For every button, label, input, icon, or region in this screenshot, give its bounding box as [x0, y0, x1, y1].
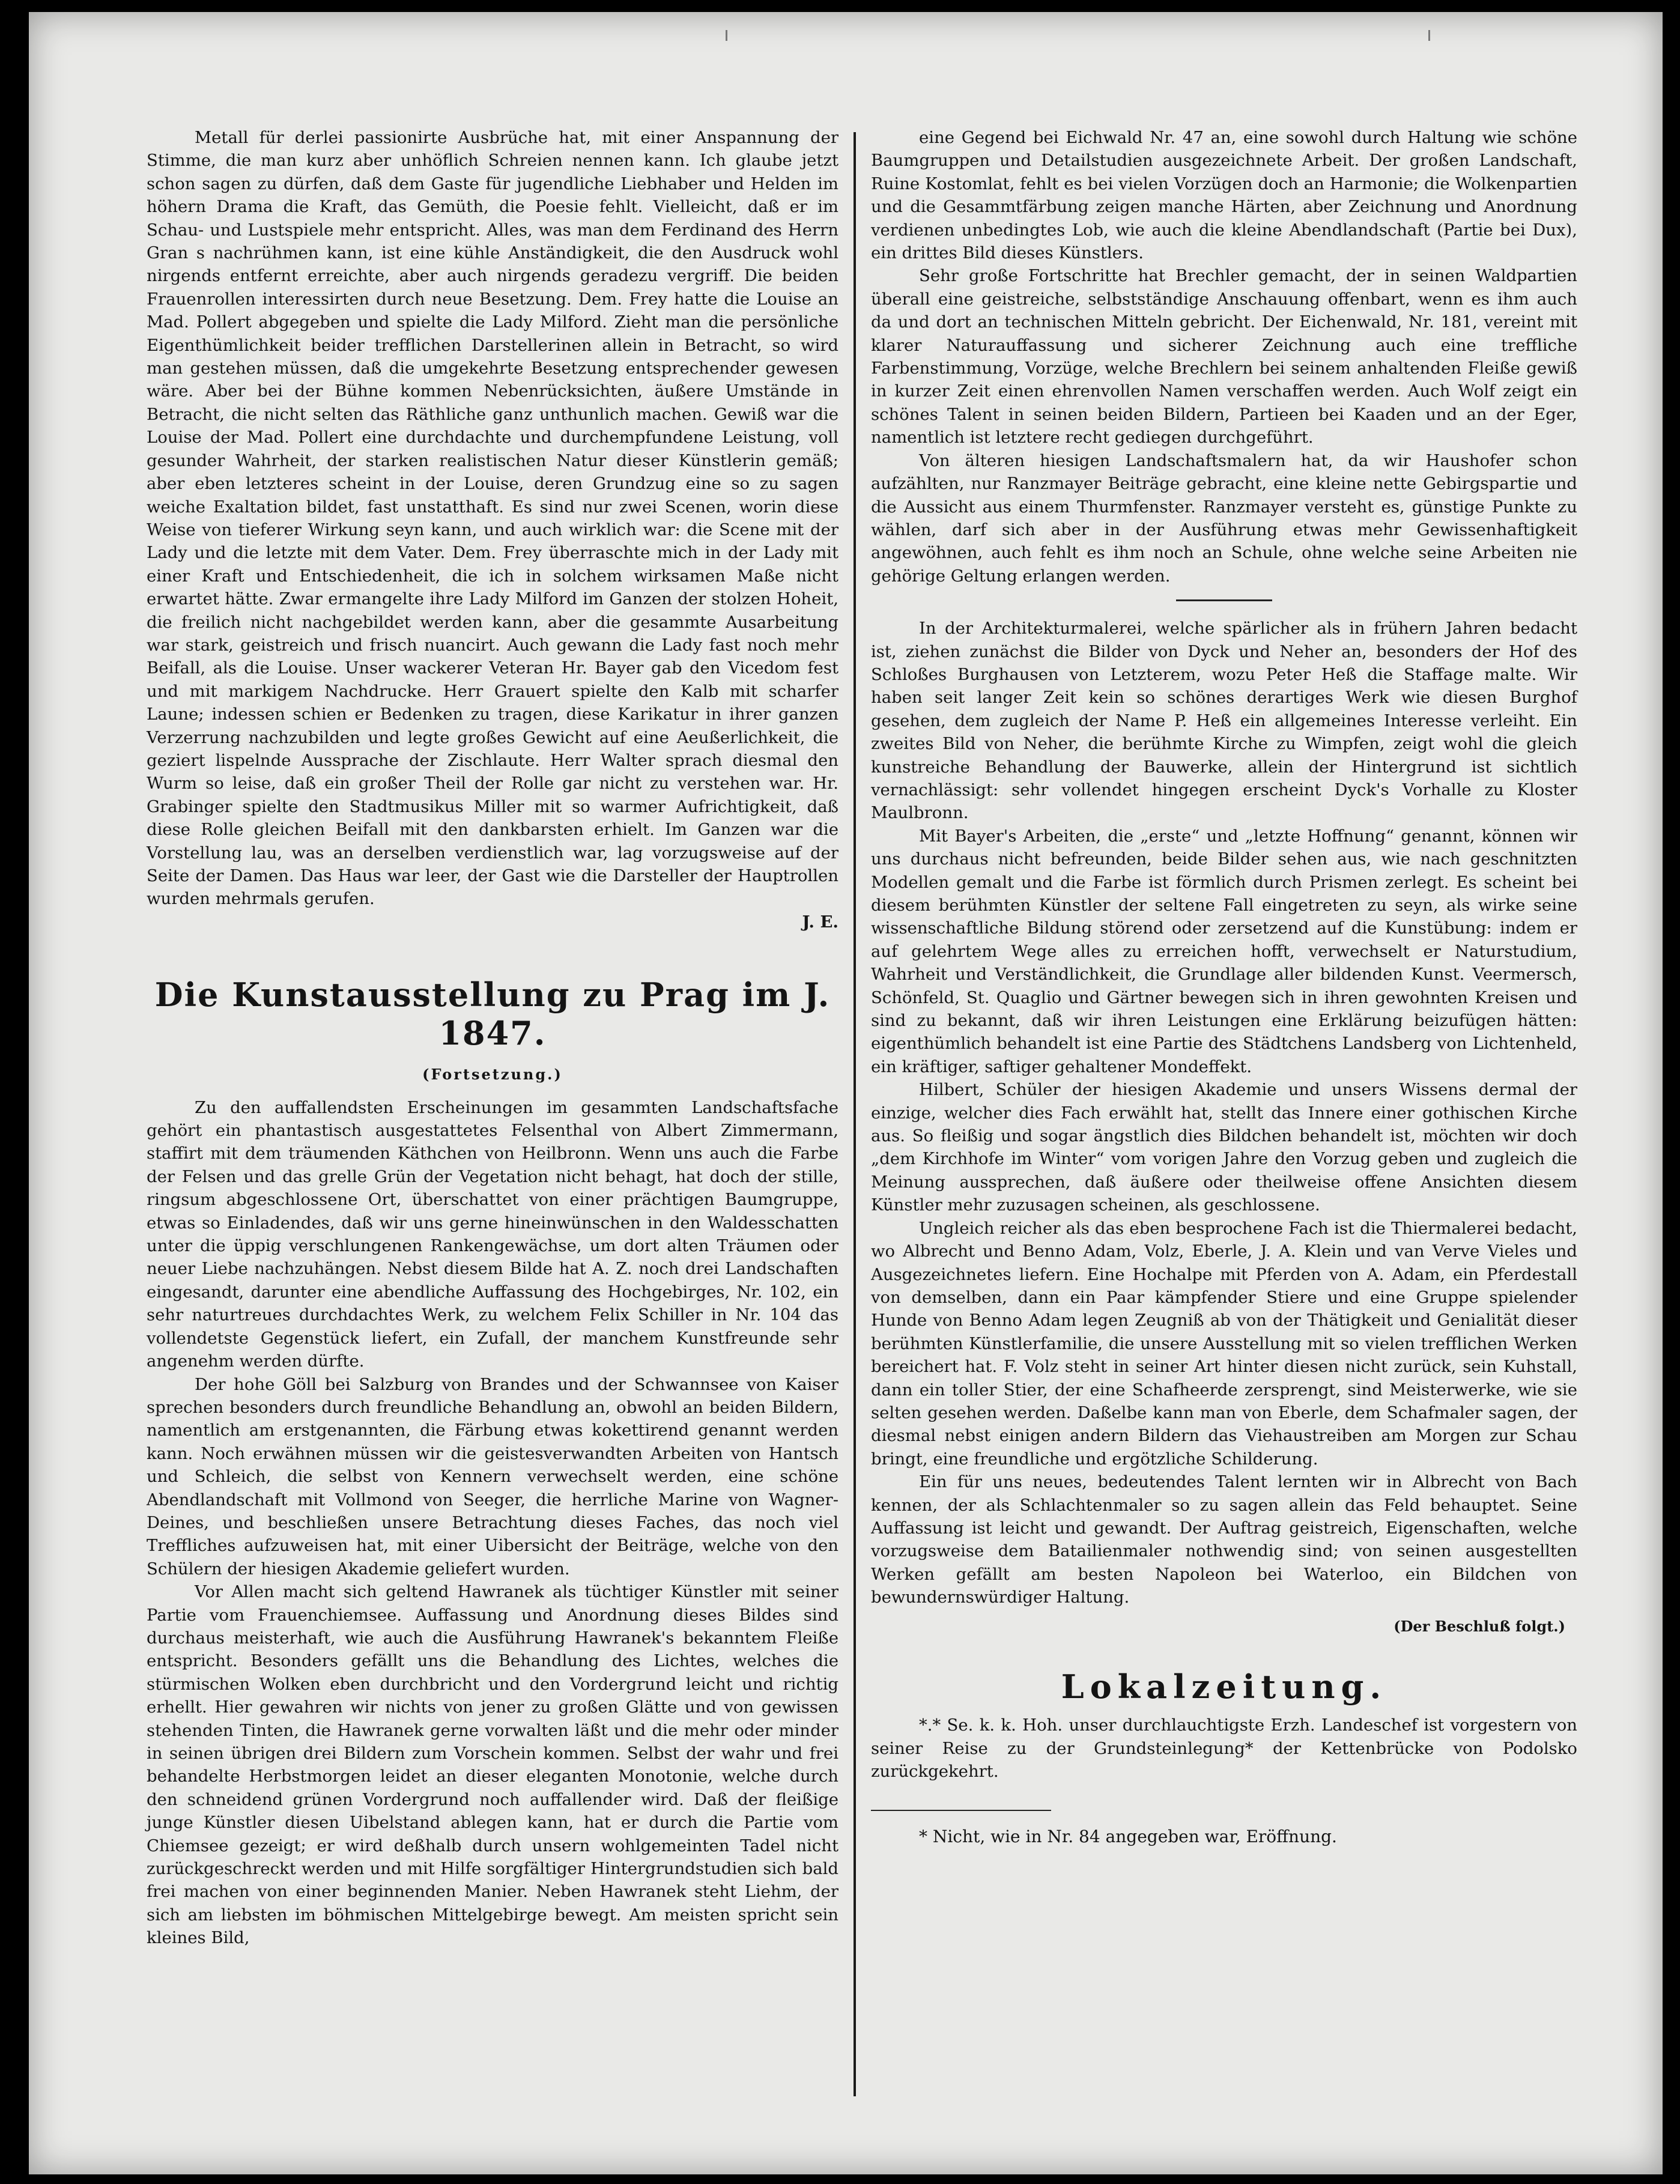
article-paragraph: Zu den auffallendsten Erscheinungen im gesammten Landschaftsfache gehört ein phantastisch ausgestattetes Felsenthal von Albert Zimmermann, staffirt mit dem träumenden Käthchen von Heilbronn. Wenn uns auch die Farbe der Felsen und das grelle Grün der Vegetation nicht behagt, hat doch der stille, ringsum abgeschlossene Ort, überschattet von einer prächtigen Baumgruppe, etwas so Einladendes, daß wir uns gerne hineinwünschen in den Waldesschatten unter die üppig verschlungenen Rankengewächse, um dort alten Träumen oder neuer Liebe nachzuhängen. Nebst diesem Bilde hat A. Z. noch drei Landschaften eingesandt, darunter eine abendliche Auffassung des Hochgebirges, Nr. 102, ein sehr naturtreues durchdachtes Werk, zu welchem Felix Schiller in Nr. 104 das vollendetste Gegenstück liefert, ein Zufall, der manchem Kunstfreunde sehr angenehm werden dürfte.	[147, 1097, 838, 1371]
footnote-rule	[871, 1810, 1051, 1811]
article-paragraph: eine Gegend bei Eichwald Nr. 47 an, eine sowohl durch Haltung wie schöne Baumgruppen und Detailstudien ausgezeichnete Arbeit. Der großen Landschaft, Ruine Kostomlat, fehlt es bei vielen Vorzügen doch an Harmonie; die Wolkenpartien und die Gesammtfärbung zeigen manche Härten, aber Zeichnung und Anordnung verdienen unbedingtes Lob, wie auch die kleine Abendlandschaft (Partie bei Dux), ein drittes Bild dieses Künstlers.	[871, 128, 1577, 263]
newspaper-page	[29, 12, 1663, 2174]
article-paragraph: Ungleich reicher als das eben besprochene Fach ist die Thiermalerei bedacht, wo Albrecht und Benno Adam, Volz, Eberle, J. A. Klein und van Verve Vieles und Ausgezeichnetes liefern. Eine Hochalpe mit Pferden von A. Adam, ein Pferdestall von demselben, dann ein Paar kämpfender Stiere und eine Gruppe spielender Hunde von Benno Adam legen Zeugniß ab von der Thätigkeit und Genialität dieser berühmten Künstlerfamilie, die unsere Ausstellung mit so vielen trefflichen Werken bereichert hat. F. Volz steht in seiner Art hinter diesen nicht zurück, sein Kuhstall, dann ein toller Stier, der eine Schafheerde zersprengt, sind Meisterwerke, wie sie selten gesehen werden. Daßelbe kann man von Eberle, dem Schafmaler sagen, der diesmal nebst einigen andern Bildern das Viehaustreiben am Morgen zur Schau bringt, eine freundliche und ergötzliche Schilderung.	[871, 1218, 1577, 1469]
article-subhead: (Fortsetzung.)	[422, 1066, 563, 1084]
footnote: * Nicht, wie in Nr. 84 angegeben war, Eröffnung.	[919, 1826, 1337, 1846]
article-paragraph: Ein für uns neues, bedeutendes Talent lernten wir in Albrecht von Bach kennen, der als Schlachtenmaler so zu sagen allein das Feld behauptet. Seine Auffassung ist leicht und gewandt. Der Auftrag geistreich, Eigenschaften, welche vorzugsweise dem Batailienmaler nothwendig sind; von seinen ausgestellten Werken gefällt am besten Napoleon bei Waterloo, ein Bildchen von bewundernswürdiger Haltung.	[871, 1472, 1577, 1607]
left-column	[147, 126, 838, 1950]
review-paragraph: Metall für derlei passionirte Ausbrüche hat, mit einer Anspannung der Stimme, die man kurz aber unhöflich Schreien nennen kann. Ich glaube jetzt schon sagen zu dürfen, daß dem Gaste für jugendliche Liebhaber und Helden im höhern Drama die Kraft, das Gemüth, die Poesie fehlt. Vielleicht, daß er im Schau- und Lustspiele mehr entspricht. Alles, was man dem Ferdinand des Herrn Gran s nachrühmen kann, ist eine kühle Anständigkeit, die den Ausdruck wohl nirgends entfernt erreichte, aber auch nirgends geradezu vergriff. Die beiden Frauenrollen interessirten durch neue Besetzung. Dem. Frey hatte die Louise an Mad. Pollert abgegeben und spielte die Lady Milford. Zieht man die persönliche Eigenthümlichkeit beider trefflichen Darstellerinen allein in Betracht, so wird man gestehen müssen, daß die umgekehrte Besetzung entsprechender gewesen wäre. Aber bei der Bühne kommen Nebenrücksichten, äußere Umstände in Betracht, die nicht selten das Räthliche ganz unthunlich machen. Gewiß war die Louise der Mad. Pollert eine durchdachte und durchempfundene Leistung, voll gesunder Wahrheit, der starken realistischen Natur dieser Künstlerin gemäß; aber eben letzteres scheint in der Louise, deren Grundzug eine so zu sagen weiche Exaltation bildet, fast unstatthaft. Es sind nur zwei Scenen, worin diese Weise von tieferer Wirkung seyn kann, und auch wirklich war: die Scene mit der Lady und die letzte mit dem Vater. Dem. Frey überraschte mich in der Lady mit einer Kraft und Entschiedenheit, die ich in solchem wirksamen Maße nicht erwartet hätte. Zwar ermangelte ihre Lady Milford im Ganzen der stolzen Hoheit, die freilich nicht nachgebildet werden kann, aber die gesammte Ausarbeitung war stark, geistreich und frisch nuancirt. Auch gewann die Lady fast noch mehr Beifall, als die Louise. Unser wackerer Veteran Hr. Bayer gab den Vicedom fest und mit markigem Nachdrucke. Herr Grauert spielte den Kalb mit scharfer Laune; indessen schien er Bedenken zu tragen, diese Karikatur in ihrer ganzen Verzerrung nachzubilden und legte großes Gewicht auf eine Aeußerlichkeit, die geziert lispelnde Aussprache der Zischlaute. Herr Walter sprach diesmal den Wurm so leise, daß ein großer Theil der Rolle gar nicht zu verstehen war. Hr. Grabinger spielte den Stadtmusikus Miller mit so warmer Aufrichtigkeit, daß diese Rolle gleichen Beifall mit den dankbarsten erhielt. Im Ganzen war die Vorstellung lau, was an derselben verdienstlich war, lag vorzugsweise auf der Seite der Damen. Das Haus war leer, der Gast wie die Darsteller der Hauptrollen wurden mehrmals gerufen.	[147, 128, 838, 909]
local-news-title: Lokalzeitung.	[1061, 1667, 1387, 1706]
article-headline: Die Kunstausstellung zu Prag im J. 1847.	[154, 975, 831, 1053]
article-paragraph: In der Architekturmalerei, welche spärlicher als in frühern Jahren bedacht ist, ziehen zunächst die Bilder von Dyck und Neher an, besonders der Hof des Schloßes Burghausen von Letzterem, wozu Peter Heß die Staffage malte. Wir haben seit langer Zeit kein so schönes derartiges Werk wie diesen Burghof gesehen, dem zugleich der Name P. Heß ein allgemeines Interesse verleiht. Ein zweites Bild von Neher, die berühmte Kirche zu Wimpfen, zeigt wohl die gleich kunstreiche Behandlung der Bauwerke, allein der Hintergrund ist sichtlich vernachlässigt: sehr vollendet hingegen erscheint Dyck's Vorhalle zu Kloster Maulbronn.	[871, 619, 1577, 823]
margin-mark	[1428, 30, 1430, 41]
article-paragraph: Von älteren hiesigen Landschaftsmalern hat, da wir Haushofer schon aufzählten, nur Ranzmayer Beiträge gebracht, eine kleine nette Gebirgspartie und die Aussicht aus einem Thurmfenster. Ranzmayer versteht es, günstige Punkte zu wählen, darf sich aber in der Ausführung etwas mehr Gewissenhaftigkeit angewöhnen, auch fehlt es ihm noch an Schule, ohne welche seine Arbeiten nie gehörige Geltung erlangen werden.	[871, 450, 1577, 586]
column-divider	[854, 132, 856, 2096]
continuation-note: (Der Beschluß folgt.)	[1393, 1617, 1565, 1635]
author-signature: J. E.	[802, 912, 838, 932]
article-paragraph: Vor Allen macht sich geltend Hawranek als tüchtiger Künstler mit seiner Partie vom Frauenchiemsee. Auffassung und Anordnung dieses Bildes sind durchaus meisterhaft, wie auch die Ausführung Hawranek's bekanntem Fleiße entspricht. Besonders gefällt uns die Behandlung des Lichtes, welches die stürmischen Wolken eben durchbricht und den Vordergrund leicht und richtig erhellt. Hier gewahren wir nichts von jener zu großen Glätte und von gewissen stehenden Tinten, die Hawranek gerne vorwalten läßt und die mehr oder minder in seinen übrigen drei Bildern zum Vorschein kommen. Selbst der wahr und frei behandelte Herbstmorgen leidet an dieser eleganten Monotonie, welche durch den schneidend grünen Vordergrund noch auffallender wird. Daß der fleißige junge Künstler diesen Uibelstand ablegen kann, hat er durch die Partie vom Chiemsee gezeigt; er wird deßhalb durch unsern wohlgemeinten Tadel nicht zurückgeschreckt werden und mit Hilfe sorgfältiger Hintergrundstudien sich bald frei machen von einer beginnenden Manier. Neben Hawranek steht Liehm, der sich am liebsten im böhmischen Mittelgebirge bewegt. Am meisten spricht sein kleines Bild,	[147, 1582, 838, 1948]
article-paragraph: Hilbert, Schüler der hiesigen Akademie und unsers Wissens dermal der einzige, welcher dies Fach erwählt hat, stellt das Innere einer gothischen Kirche aus. So fleißig und sogar ängstlich dies Bildchen behandelt ist, möchten wir doch „dem Kirchhofe im Winter“ vom vorigen Jahre den Vorzug geben und zugleich die Meinung aussprechen, daß äußere oder theilweise offene Ansichten diesem Künstler mehr zuzusagen scheinen, als geschlossene.	[871, 1080, 1577, 1215]
local-news-text: *.* Se. k. k. Hoh. unser durchlauchtigste Erzh. Landeschef ist vorgestern von seiner Reise zu der Grundsteinlegung* der Kettenbrücke von Podolsko zurückgekehrt.	[871, 1715, 1577, 1782]
right-column	[871, 126, 1577, 1848]
margin-mark	[726, 30, 727, 41]
section-separator	[1176, 599, 1272, 601]
article-paragraph: Der hohe Göll bei Salzburg von Brandes und der Schwannsee von Kaiser sprechen besonders durch freundliche Behandlung an, obwohl an beiden Bildern, namentlich am erstgenannten, die Färbung etwas kokettirend genannt werden kann. Noch erwähnen müssen wir die geistesverwandten Arbeiten von Hantsch und Schleich, die selbst von Kennern verwechselt werden, eine schöne Abendlandschaft mit Vollmond von Seeger, die herrliche Marine von Wagner-Deines, und beschließen unsere Betrachtung dieses Faches, das noch viel Treffliches aufzuweisen hat, mit einer Uibersicht der Beiträge, welche von den Schülern der hiesigen Akademie geliefert wurden.	[147, 1374, 838, 1579]
article-paragraph: Mit Bayer's Arbeiten, die „erste“ und „letzte Hoffnung“ genannt, können wir uns durchaus nicht befreunden, beide Bilder sehen aus, wie nach geschnitzten Modellen gemalt und die Farbe ist förmlich durch Prismen zerlegt. Es scheint bei diesem berühmten Künstler der seltene Fall eingetreten zu seyn, als wirke seine wissenschaftliche Bildung störend oder zersetzend auf die Kunstübung: indem er auf gelehrtem Wege alles zu erreichen hofft, verwechselt er Naturstudium, Wahrheit und Verständlichkeit, die Grundlage aller bildenden Kunst. Veermersch, Schönfeld, St. Quaglio und Gärtner bewegen sich in ihren gewohnten Kreisen und sind zu bekannt, daß wir ihren Leistungen eine Erklärung beizufügen hätten: eigenthümlich behandelt ist eine Partie des Städtchens Landsberg von Lichtenheld, ein kräftiger, saftiger gehaltener Mondeffekt.	[871, 826, 1577, 1076]
article-paragraph: Sehr große Fortschritte hat Brechler gemacht, der in seinen Waldpartien überall eine geistreiche, selbstständige Anschauung offenbart, wenn es ihm auch da und dort an technischen Mitteln gebricht. Der Eichenwald, Nr. 181, vereint mit klarer Naturauffassung und sicherer Zeichnung auch eine treffliche Farbenstimmung, Vorzüge, welche Brechlern bei seinem anhaltenden Fleiße gewiß in kurzer Zeit einen ehrenvollen Namen verschaffen werden. Auch Wolf zeigt ein schönes Talent in seinen beiden Bildern, Partieen bei Kaaden und an der Eger, namentlich ist letztere recht gediegen durchgeführt.	[871, 266, 1577, 447]
